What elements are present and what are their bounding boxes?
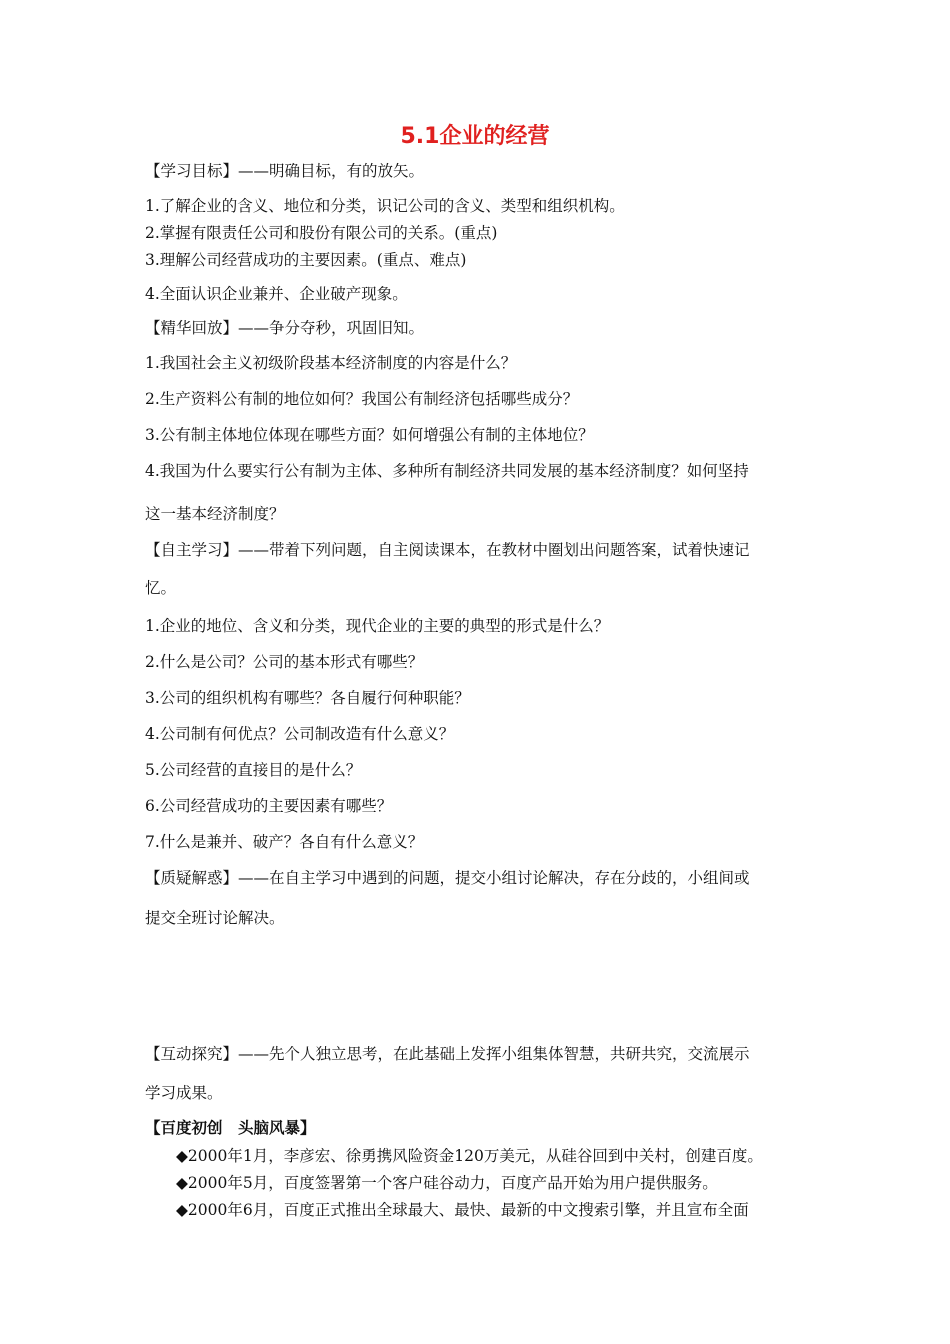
review-item-continued: 这一基本经济制度？	[145, 505, 285, 523]
section-heading-continued: 提交全班讨论解决。	[145, 909, 285, 927]
self-study-item: 3.公司的组织机构有哪些？各自履行何种职能？	[145, 689, 470, 707]
objective-item: 4.全面认识企业兼并、企业破产现象。	[145, 285, 408, 303]
bullet-item: ◆2000年1月，李彦宏、徐勇携风险资金120万美元，从硅谷回到中关村，创建百度。	[176, 1147, 763, 1165]
objective-item: 1.了解企业的含义、地位和分类，识记公司的含义、类型和组织机构。	[145, 197, 625, 215]
review-item: 2.生产资料公有制的地位如何？我国公有制经济包括哪些成分？	[145, 390, 579, 408]
document-title: 5.1企业的经营	[400, 124, 550, 149]
review-item: 4.我国为什么要实行公有制为主体、多种所有制经济共同发展的基本经济制度？如何坚持	[145, 462, 749, 480]
review-item: 1.我国社会主义初级阶段基本经济制度的内容是什么？	[145, 354, 517, 372]
section-heading-questions: 【质疑解惑】——在自主学习中遇到的问题，提交小组讨论解决，存在分歧的，小组间或	[145, 869, 750, 887]
self-study-item: 2.什么是公司？公司的基本形式有哪些？	[145, 653, 424, 671]
section-heading-self-study: 【自主学习】——带着下列问题，自主阅读课本，在教材中圈划出问题答案，试着快速记	[145, 541, 750, 559]
section-heading-inquiry: 【互动探究】——先个人独立思考，在此基础上发挥小组集体智慧，共研共究，交流展示	[145, 1045, 750, 1063]
section-heading-objectives: 【学习目标】——明确目标，有的放矢。	[145, 162, 425, 180]
review-item: 3.公有制主体地位体现在哪些方面？如何增强公有制的主体地位？	[145, 426, 594, 444]
self-study-item: 7.什么是兼并、破产？各自有什么意义？	[145, 833, 424, 851]
objective-item: 3.理解公司经营成功的主要因素。(重点、难点)	[145, 251, 467, 269]
self-study-item: 5.公司经营的直接目的是什么？	[145, 761, 362, 779]
subheading-baidu: 【百度初创 头脑风暴】	[145, 1119, 316, 1137]
section-heading-continued: 学习成果。	[145, 1084, 223, 1102]
section-heading-continued: 忆。	[145, 579, 177, 597]
self-study-item: 1.企业的地位、含义和分类，现代企业的主要的典型的形式是什么？	[145, 617, 610, 635]
section-heading-review: 【精华回放】——争分夺秒，巩固旧知。	[145, 319, 425, 337]
bullet-item: ◆2000年6月，百度正式推出全球最大、最快、最新的中文搜索引擎，并且宣布全面	[176, 1201, 749, 1219]
self-study-item: 4.公司制有何优点？公司制改造有什么意义？	[145, 725, 455, 743]
bullet-item: ◆2000年5月，百度签署第一个客户硅谷动力，百度产品开始为用户提供服务。	[176, 1174, 718, 1192]
objective-item: 2.掌握有限责任公司和股份有限公司的关系。(重点)	[145, 224, 498, 242]
self-study-item: 6.公司经营成功的主要因素有哪些？	[145, 797, 393, 815]
